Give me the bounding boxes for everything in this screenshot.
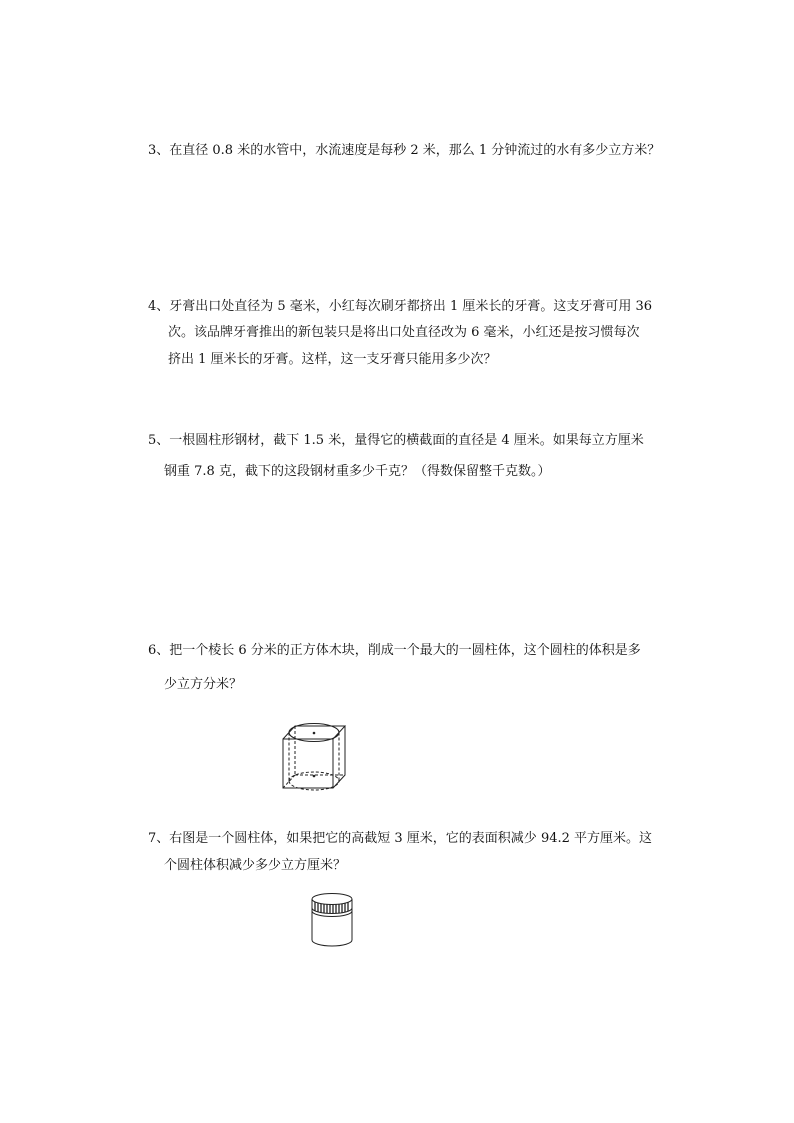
- question-4-line-3: 挤出 1 厘米长的牙膏。这样，这一支牙膏只能用多少次？: [168, 352, 497, 367]
- question-5-line-2: 钢重 7.8 克，截下的这段钢材重多少千克？（得数保留整千克数。）: [164, 464, 551, 479]
- question-6-line-2: 少立方分米？: [164, 677, 243, 692]
- cylinder-top-center-dot: [313, 732, 316, 735]
- question-3-line-1: 3、在直径 0.8 米的水管中，水流速度是每秒 2 米，那么 1 分钟流过的水有多少立方米？: [148, 143, 661, 158]
- question-6-line-1: 6、把一个棱长 6 分米的正方体木块，削成一个最大的一圆柱体，这个圆柱的体积是多: [148, 643, 641, 658]
- cube-with-cylinder-figure: [278, 722, 350, 792]
- question-7-line-1: 7、右图是一个圆柱体，如果把它的高截短 3 厘米，它的表面积减少 94.2 平方厘米。这: [148, 831, 653, 846]
- question-4-line-2: 次。该品牌牙膏推出的新包装只是将出口处直径改为 6 毫米，小红还是按习惯每次: [168, 325, 640, 340]
- question-4-line-1: 4、牙膏出口处直径为 5 毫米，小红每次刷牙都挤出 1 厘米长的牙膏。这支牙膏可用 36: [148, 299, 653, 314]
- cylinder-figure: [306, 890, 358, 950]
- cylinder-bottom-center-dot: [313, 775, 316, 778]
- question-5-line-1: 5、一根圆柱形钢材，截下 1.5 米，量得它的横截面的直径是 4 厘米。如果每立方厘米: [148, 433, 644, 448]
- cylinder-bottom-arc: [312, 940, 352, 946]
- cylinder-top-ellipse: [312, 894, 352, 905]
- question-7-line-2: 个圆柱体积减少多少立方厘米？: [164, 858, 347, 873]
- cube-hidden-edges: [283, 726, 345, 788]
- cube-front-face: [283, 739, 333, 788]
